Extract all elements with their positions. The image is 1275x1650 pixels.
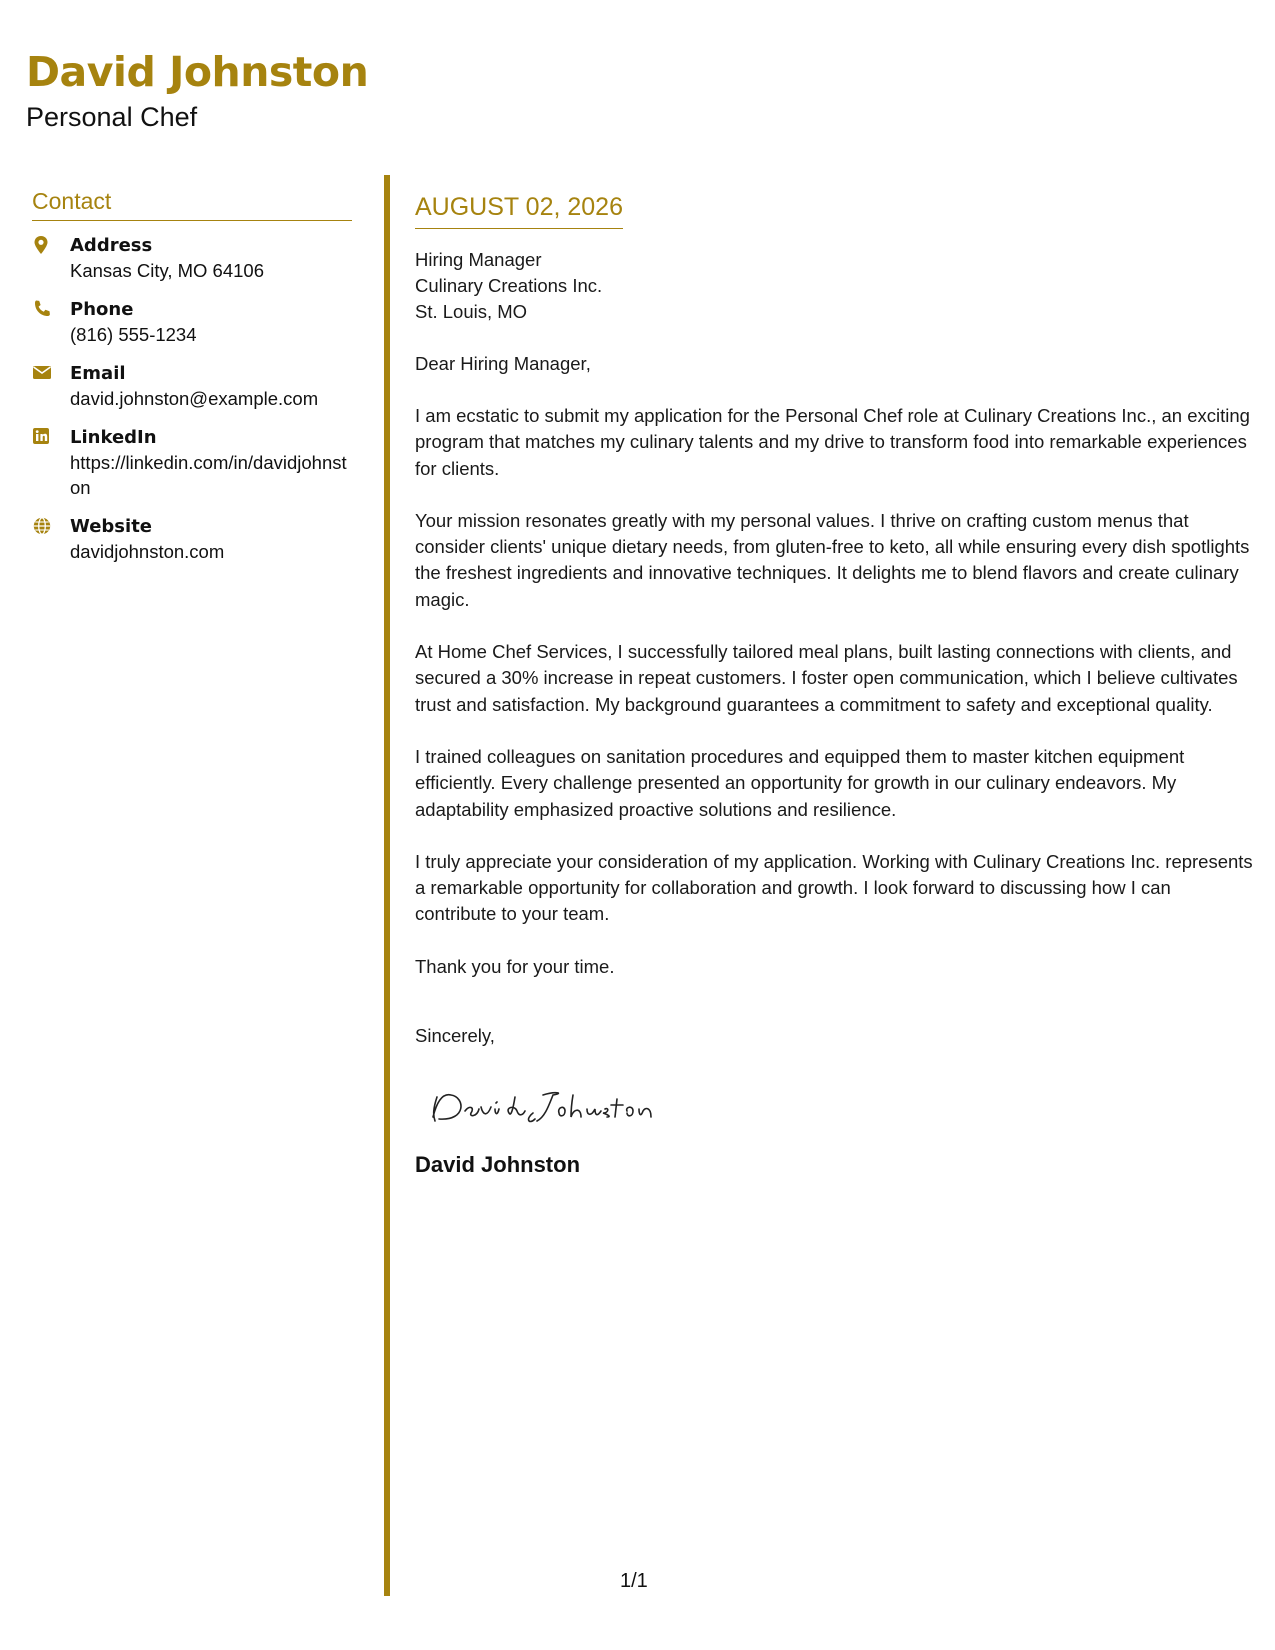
contact-sidebar — [32, 186, 352, 578]
contact-label: Email — [70, 363, 126, 384]
contact-item-address — [32, 233, 352, 283]
salutation: Dear Hiring Manager, — [415, 353, 591, 374]
contact-item-linkedin — [32, 425, 352, 500]
date-block — [415, 192, 623, 229]
linkedin-icon — [32, 425, 70, 445]
contact-item-website — [32, 514, 352, 564]
letter-date: AUGUST 02, 2026 — [415, 193, 623, 221]
job-title: Personal Chef — [26, 102, 198, 132]
paragraph: Thank you for your time. — [415, 955, 615, 977]
recipient-line: Hiring Manager — [415, 249, 542, 270]
contact-heading: Contact — [32, 186, 352, 221]
paragraph: I trained colleagues on sanitation procedures and equipped them to master kitchen equipment efficiently. Every challenge presented an opportunity for growth in our culinary endeavors. My adaptability emphasized proactive solutions and resilience. — [415, 745, 1185, 820]
contact-value[interactable]: david.johnston@example.com — [70, 388, 319, 409]
contact-value[interactable]: https://linkedin.com/in/davidjohnston — [70, 452, 347, 498]
paragraph: I am ecstatic to submit my application for the Personal Chef role at Culinary Creations Inc., an exciting program that matches my culinary talents and my drive to transform food into remarkable experiences for clients. — [415, 405, 1250, 479]
contact-item-email — [32, 361, 352, 411]
closing: Sincerely, — [415, 1025, 495, 1047]
contact-value: (816) 555-1234 — [70, 324, 197, 345]
contact-value[interactable]: davidjohnston.com — [70, 541, 225, 562]
contact-list — [32, 233, 352, 564]
page-number: 1/1 — [620, 1570, 648, 1592]
paragraph: At Home Chef Services, I successfully tailored meal plans, built lasting connections with clients, and secured a 30% increase in repeat customers. I foster open communication, which I believe cultivates trust and satisfaction. My background guarantees a commitment to safety and exceptional quality. — [415, 641, 1238, 715]
envelope-icon — [32, 361, 70, 381]
vertical-divider — [384, 175, 390, 1596]
globe-icon — [32, 514, 70, 536]
recipient-line: Culinary Creations Inc. — [415, 275, 603, 296]
contact-label: Phone — [70, 299, 134, 320]
map-pin-icon — [32, 233, 70, 255]
handwritten-signature — [425, 1075, 1255, 1135]
contact-label: Website — [70, 516, 153, 537]
applicant-name: David Johnston — [26, 48, 369, 96]
contact-value: Kansas City, MO 64106 — [70, 260, 264, 281]
recipient-block — [415, 247, 1255, 325]
recipient-line: St. Louis, MO — [415, 301, 528, 322]
contact-label: LinkedIn — [70, 427, 157, 448]
resume-header — [26, 44, 368, 134]
contact-item-phone — [32, 297, 352, 347]
signer-name: David Johnston — [415, 1152, 581, 1178]
contact-label: Address — [70, 235, 153, 256]
letter-body — [415, 192, 1255, 1179]
paragraph: Your mission resonates greatly with my personal values. I thrive on crafting custom menus that consider clients' unique dietary needs, from gluten-free to keto, all while ensuring every dish spotlights the freshest ingredients and innovative techniques. It delights me to blend flavors and create culinary magic. — [415, 509, 1250, 610]
phone-icon — [32, 297, 70, 319]
paragraph: I truly appreciate your consideration of my application. Working with Culinary Creations Inc. represents a remarkable opportunity for collaboration and growth. I look forward to discussing how I can contribute to your team. — [415, 850, 1253, 925]
